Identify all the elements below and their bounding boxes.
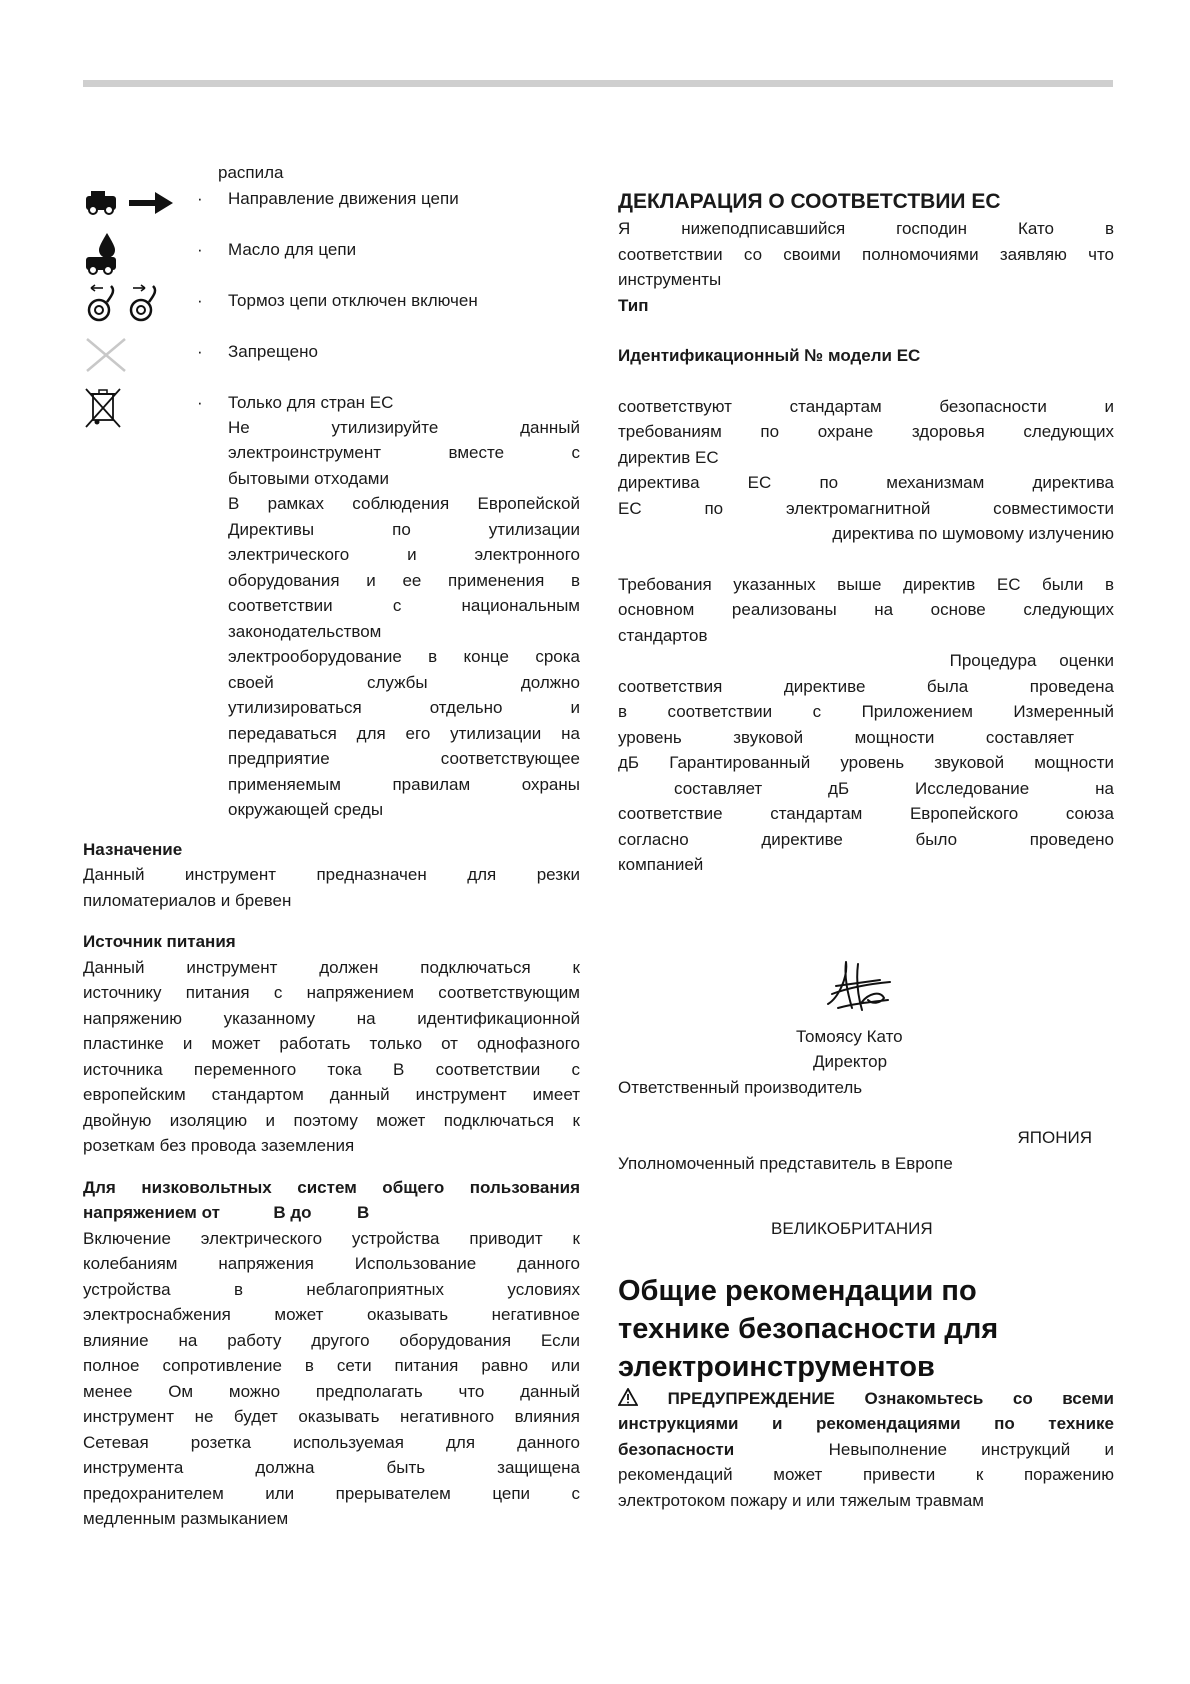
power-line: европейским стандартом данный инструмент имеет — [83, 1085, 580, 1104]
weee-line: электрооборудование в конце срока — [228, 647, 580, 666]
weee-line: законодательством — [228, 621, 382, 641]
power-line: пластинке и может работать только от однофазного — [83, 1034, 580, 1053]
bullet: · — [197, 239, 203, 259]
conformity-line: директив ЕС — [618, 447, 719, 467]
right-column — [618, 188, 1114, 1513]
symbol-label: Масло для цепи — [228, 239, 357, 259]
weee-line: бытовыми отходами — [228, 468, 389, 488]
low-voltage-line: Включение электрического устройства приводит к — [83, 1228, 580, 1248]
weee-line: окружающей среды — [228, 800, 384, 819]
conformity-line: директива ЕС по механизмам директива — [618, 473, 1114, 492]
low-voltage-heading-line — [83, 1200, 580, 1226]
safety-title — [618, 1272, 1114, 1386]
power-line: источника переменного тока В соответствии с — [83, 1059, 580, 1079]
warning-bold-text: Ознакомьтесь со всеми — [864, 1388, 1114, 1408]
power-line: двойную изоляцию и поэтому может подключаться к — [83, 1110, 580, 1130]
country-japan: ЯПОНИЯ — [1017, 1128, 1092, 1147]
procedure-line: соответствия директиве была проведена — [618, 676, 1114, 696]
symbol-row-crossed-bin — [83, 390, 580, 415]
standards-line: Требования указанных выше директив ЕС были в — [618, 574, 1114, 594]
low-voltage-heading-part: В — [357, 1203, 370, 1222]
warning-triangle-icon — [618, 1388, 638, 1406]
low-voltage-line: медленным размыканием — [83, 1509, 289, 1528]
signature-image — [818, 958, 898, 1014]
low-voltage-heading — [83, 1175, 580, 1226]
power-heading: Источник питания — [83, 932, 236, 951]
conformity-line: требованиям по охране здоровья следующих — [618, 422, 1114, 441]
declaration-line: инструменты — [618, 270, 722, 289]
prohibited-icon — [83, 335, 129, 375]
crossed-bin-icon — [83, 386, 123, 430]
responsible-manufacturer-label: Ответственный производитель — [618, 1077, 863, 1097]
standards-block — [618, 572, 1114, 649]
chain-direction-icon — [83, 188, 175, 216]
low-voltage-line: инструмент не будет оказывать негативного влияния — [83, 1407, 580, 1426]
safety-title-line: электроинструментов — [618, 1350, 935, 1383]
weee-line: соответствии с национальным — [228, 596, 580, 615]
type-label: Тип — [618, 295, 649, 315]
low-voltage-line: менее Ом можно предполагать что данный — [83, 1381, 580, 1401]
low-voltage-line: колебаниям напряжения Использование данного — [83, 1254, 580, 1273]
bullet: · — [197, 290, 203, 310]
warning-line: рекомендаций может привести к поражению — [618, 1465, 1114, 1484]
bullet: · — [197, 341, 203, 361]
procedure-line: соответствие стандартам Европейского союза — [618, 804, 1114, 823]
standards-line: основном реализованы на основе следующих — [618, 600, 1114, 619]
low-voltage-line: электроснабжения может оказывать негативное — [83, 1305, 580, 1324]
safety-title-line: Общие рекомендации по — [618, 1274, 977, 1307]
procedure-line: уровень звуковой мощности составляет — [618, 727, 1074, 747]
symbol-label: Запрещено — [228, 341, 318, 361]
power-line: источнику питания с напряжением соответствующим — [83, 983, 580, 1002]
weee-line: оборудования и ее применения в — [228, 570, 580, 590]
symbol-label: Только для стран ЕС — [228, 392, 394, 412]
power-line: напряжению указанному на идентификационной — [83, 1008, 580, 1028]
low-voltage-line: Сетевая розетка используемая для данного — [83, 1432, 580, 1452]
procedure-line: согласно директиве было проведено — [618, 829, 1114, 849]
procedure-line: в соответствии с Приложением Измеренный — [618, 702, 1114, 721]
power-line: розеткам без провода заземления — [83, 1136, 355, 1155]
model-id-label: Идентификационный № модели ЕС — [618, 346, 921, 365]
warning-line: электротоком пожару и или тяжелым травмам — [618, 1490, 984, 1510]
warning-line — [618, 1386, 1114, 1412]
low-voltage-line: устройства в неблагоприятных условиях — [83, 1279, 580, 1299]
weee-line: применяемым правилам охраны — [228, 774, 580, 794]
procedure-block — [618, 648, 1114, 878]
conformity-line: директива по шумовому излучению — [832, 524, 1114, 543]
procedure-line: компанией — [618, 855, 704, 874]
low-voltage-line: инструмента должна быть защищена — [83, 1458, 580, 1477]
warning-line — [618, 1437, 1114, 1463]
procedure-line: дБ Гарантированный уровень звуковой мощности — [618, 753, 1114, 772]
weee-line: Не утилизируйте данный — [228, 417, 580, 437]
eu-representative-label: Уполномоченный представитель в Европе — [618, 1153, 953, 1173]
purpose-heading: Назначение — [83, 839, 183, 859]
symbol-row-prohibited — [83, 339, 580, 390]
warning-bold-text: безопасности — [618, 1439, 735, 1459]
weee-line: Директивы по утилизации — [228, 519, 580, 539]
power-line: Данный инструмент должен подключаться к — [83, 957, 580, 977]
weee-line: предприятие соответствующее — [228, 749, 580, 768]
warning-line: инструкциями и рекомендациями по технике — [618, 1414, 1114, 1433]
weee-line: электроинструмент вместе с — [228, 443, 580, 462]
low-voltage-heading-part: напряжением от — [83, 1203, 220, 1222]
intro-fragment: распила — [218, 163, 284, 182]
header-rule — [83, 80, 1113, 87]
conformity-line: ЕС по электромагнитной совместимости — [618, 498, 1114, 518]
procedure-line: Процедура оценки — [949, 651, 1114, 670]
country-uk: ВЕЛИКОБРИТАНИЯ — [771, 1219, 933, 1238]
weee-line: В рамках соблюдения Европейской — [228, 494, 580, 513]
safety-title-line: технике безопасности для — [618, 1312, 999, 1345]
weee-line: передаваться для его утилизации на — [228, 723, 580, 743]
left-column — [83, 160, 580, 1532]
low-voltage-line: влияние на работу другого оборудования Если — [83, 1330, 580, 1350]
weee-instructions — [228, 415, 580, 823]
low-voltage-heading-line: Для низковольтных систем общего пользования — [83, 1177, 580, 1197]
signer-name: Томоясу Като — [796, 1026, 903, 1046]
bullet: · — [197, 392, 203, 412]
chain-oil-icon — [83, 231, 123, 275]
symbol-row-chain-brake — [83, 288, 580, 339]
purpose-line: Данный инструмент предназначен для резки — [83, 865, 580, 884]
warning-text: Невыполнение инструкций и — [828, 1439, 1114, 1459]
procedure-line: составляет дБ Исследование на — [674, 778, 1114, 798]
chain-brake-icon — [83, 280, 163, 324]
signer-title: Директор — [813, 1052, 888, 1071]
symbol-row-chain-direction — [83, 186, 580, 237]
standards-line: стандартов — [618, 625, 708, 645]
low-voltage-line: предохранителем или прерывателем цепи с — [83, 1483, 580, 1503]
purpose-line: пиломатериалов и бревен — [83, 890, 292, 910]
low-voltage-line: полное сопротивление в сети питания равно или — [83, 1356, 580, 1375]
declaration-heading: ДЕКЛАРАЦИЯ О СООТВЕТСТВИИ ЕС — [618, 190, 1001, 213]
weee-line: своей службы должно — [228, 672, 580, 692]
bullet: · — [197, 188, 203, 208]
weee-line: электрического и электронного — [228, 545, 580, 564]
declaration-line: соответствии со своими полномочиями заявляю что — [618, 244, 1114, 264]
symbol-label: Тормоз цепи отключен включен — [228, 290, 478, 310]
warning-label: ПРЕДУПРЕЖДЕНИЕ — [667, 1388, 835, 1408]
symbol-label: Направление движения цепи — [228, 188, 459, 208]
weee-line: утилизироваться отдельно и — [228, 698, 580, 717]
warning-block — [618, 1386, 1114, 1514]
conformity-line: соответствуют стандартам безопасности и — [618, 396, 1114, 416]
declaration-line: Я нижеподписавшийся господин Като в — [618, 219, 1114, 238]
low-voltage-heading-part: В до — [273, 1203, 312, 1222]
conformity-block — [618, 394, 1114, 547]
